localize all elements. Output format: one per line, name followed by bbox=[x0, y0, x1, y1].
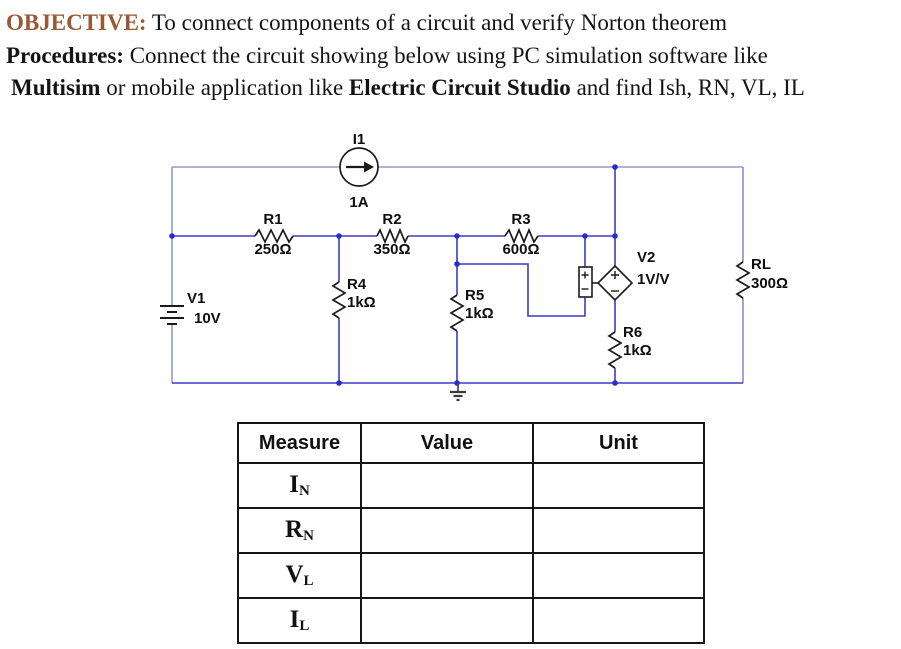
rl-value: 300Ω bbox=[751, 275, 789, 292]
unit-cell-in bbox=[533, 463, 704, 508]
dependent-source-v2 bbox=[579, 249, 670, 300]
ground-bars bbox=[450, 392, 466, 400]
resistor-r1 bbox=[254, 211, 293, 258]
battery-v1 bbox=[160, 290, 221, 327]
row-subscript: L bbox=[299, 618, 310, 634]
r6-label: R6 bbox=[623, 324, 643, 341]
v1-label: V1 bbox=[187, 290, 206, 307]
row-label-rn bbox=[238, 508, 361, 553]
resistor-zigzag bbox=[609, 332, 621, 368]
value-cell-vl bbox=[361, 553, 533, 598]
header-unit: Unit bbox=[533, 423, 704, 463]
multisim-bold: Multisim bbox=[11, 75, 101, 100]
measurement-table bbox=[237, 422, 705, 644]
v2-label: V2 bbox=[637, 249, 656, 266]
table-row-rn bbox=[238, 508, 704, 553]
header-measure: Measure bbox=[238, 423, 361, 463]
r3-value: 600Ω bbox=[502, 241, 540, 258]
row-label-in bbox=[238, 463, 361, 508]
resistor-rl bbox=[737, 256, 788, 298]
junction-dot bbox=[454, 380, 460, 386]
row-symbol: I bbox=[289, 606, 300, 633]
value-cell-rn bbox=[361, 508, 533, 553]
resistor-zigzag bbox=[451, 295, 463, 331]
i1-value: 1A bbox=[349, 194, 369, 211]
row-label-il bbox=[238, 598, 361, 643]
r5-label: R5 bbox=[465, 287, 485, 304]
row-subscript: N bbox=[303, 528, 314, 544]
current-source-i1 bbox=[340, 131, 378, 211]
table-row-il bbox=[238, 598, 704, 643]
junction-dot bbox=[612, 164, 618, 170]
value-cell-in bbox=[361, 463, 533, 508]
row-symbol: R bbox=[285, 516, 304, 543]
row-label-vl bbox=[238, 553, 361, 598]
v2-value: 1V/V bbox=[637, 271, 670, 288]
junction-dot bbox=[612, 233, 618, 239]
procedures-label: Procedures: bbox=[6, 42, 124, 68]
table-header-row bbox=[238, 423, 704, 463]
objective-text: To connect components of a circuit and verify Norton theorem bbox=[146, 10, 728, 35]
r2-label: R2 bbox=[382, 211, 402, 228]
junction-dot bbox=[336, 233, 342, 239]
junction-dot bbox=[454, 261, 460, 267]
objective-label: OBJECTIVE: bbox=[6, 10, 147, 35]
junction-dots bbox=[169, 164, 618, 386]
resistor-r4 bbox=[333, 276, 376, 318]
row-subscript: L bbox=[303, 573, 314, 589]
r4-label: R4 bbox=[347, 276, 367, 293]
v1-value: 10V bbox=[194, 310, 221, 327]
row-subscript: N bbox=[298, 483, 310, 499]
procedures-text-1: Connect the circuit showing below using PC simulation software like bbox=[123, 42, 768, 68]
resistor-r3 bbox=[502, 211, 539, 258]
junction-dot bbox=[454, 233, 460, 239]
r3-label: R3 bbox=[511, 211, 531, 228]
procedures-text-2: or mobile application like bbox=[100, 75, 349, 100]
r2-value: 350Ω bbox=[373, 241, 411, 258]
junction-dot bbox=[169, 233, 175, 239]
resistor-zigzag bbox=[333, 282, 345, 318]
battery-icon bbox=[160, 306, 184, 324]
r1-label: R1 bbox=[263, 211, 283, 228]
junction-dot bbox=[336, 380, 342, 386]
r1-value: 250Ω bbox=[254, 241, 292, 258]
ecs-bold: Electric Circuit Studio bbox=[348, 75, 571, 100]
table-row-vl bbox=[238, 553, 704, 598]
table-row-in bbox=[238, 463, 704, 508]
junction-dot bbox=[612, 380, 618, 386]
unit-cell-il bbox=[533, 598, 704, 643]
r6-value: 1kΩ bbox=[623, 342, 652, 359]
i1-label: I1 bbox=[352, 131, 366, 148]
procedures-text-3: and find Ish, RN, VL, IL bbox=[570, 75, 805, 100]
row-symbol: I bbox=[289, 471, 299, 498]
unit-cell-vl bbox=[533, 553, 704, 598]
unit-cell-rn bbox=[533, 508, 704, 553]
r4-value: 1kΩ bbox=[347, 294, 376, 311]
header-value: Value bbox=[361, 423, 533, 463]
resistor-r2 bbox=[373, 211, 410, 258]
value-cell-il bbox=[361, 598, 533, 643]
rl-label: RL bbox=[751, 256, 771, 273]
resistor-zigzag bbox=[737, 262, 749, 298]
row-symbol: V bbox=[285, 561, 304, 588]
r5-value: 1kΩ bbox=[465, 305, 494, 322]
junction-dot bbox=[582, 233, 588, 239]
